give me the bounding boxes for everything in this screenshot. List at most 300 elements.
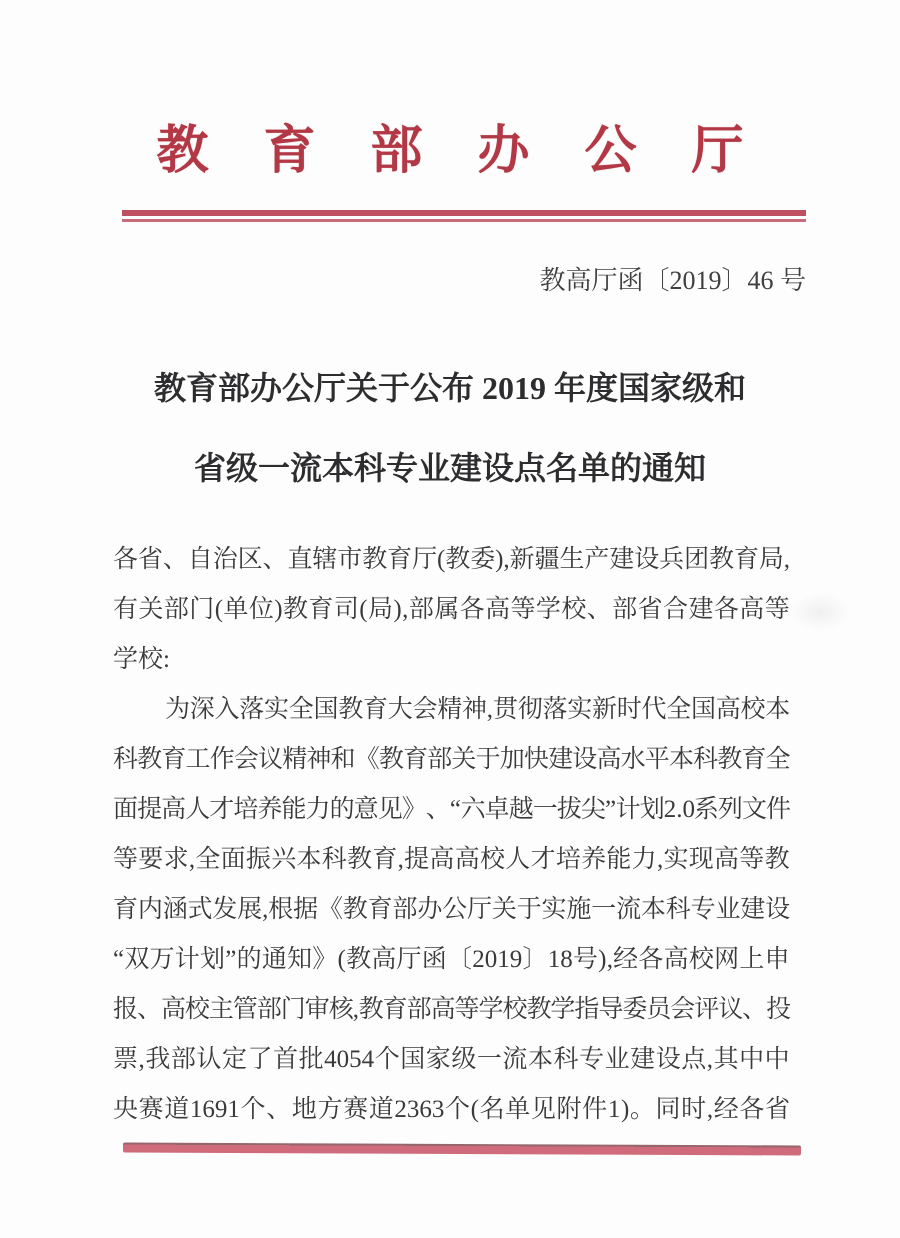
body-glyph: 育 [387, 546, 413, 573]
body-glyph: 赛 [138, 1096, 164, 1123]
body-glyph: 教 [709, 546, 735, 573]
body-glyph: 建 [630, 1046, 656, 1073]
body-glyph: 名 [479, 1096, 505, 1123]
body-glyph: 门 [189, 596, 215, 623]
body-glyph: 2363 [394, 1096, 445, 1123]
body-glyph: 等 [454, 996, 480, 1023]
body-glyph: 关 [491, 896, 517, 923]
body-glyph: 单 [223, 596, 249, 623]
body-glyph: 知 [287, 946, 313, 973]
body-glyph: , [402, 596, 409, 623]
body-glyph: 面 [220, 846, 246, 873]
body-glyph: 各 [459, 596, 485, 623]
body-glyph: 局 [368, 596, 394, 623]
body-glyph: 附 [556, 1096, 582, 1123]
body-glyph: 部 [163, 596, 189, 623]
body-glyph: 厅 [467, 896, 493, 923]
body-glyph: 本 [640, 896, 666, 923]
body-glyph: 公 [442, 896, 468, 923]
body-glyph: 科 [553, 1046, 579, 1073]
org-name: 教育部办公厅 [156, 123, 799, 180]
body-glyph: 新 [509, 546, 535, 573]
body-glyph: 本 [765, 696, 791, 723]
body-glyph: 核 [328, 996, 354, 1023]
body-glyph: 》 [312, 946, 338, 973]
body-glyph: 关 [451, 746, 477, 773]
body-glyph: 管 [232, 996, 258, 1023]
body-glyph: 1 [607, 1096, 621, 1123]
body-glyph: 内 [137, 896, 163, 923]
body-glyph: 神 [306, 746, 332, 773]
body-glyph: 学 [535, 596, 561, 623]
body-glyph: 教 [526, 996, 552, 1023]
body-glyph: 国 [400, 1046, 426, 1073]
body-glyph: 一 [532, 796, 558, 823]
body-glyph: 专 [579, 1046, 605, 1073]
body-glyph: ( [337, 946, 346, 973]
body-line-9 [113, 935, 790, 985]
doc-title-line-2: 省级一流本科专业建设点名单的通知 [193, 450, 706, 486]
body-glyph: 司 [333, 596, 359, 623]
body-glyph: 单 [505, 1096, 531, 1123]
body-glyph: 现 [688, 846, 714, 873]
body-glyph: 养 [581, 846, 607, 873]
body-glyph: 教 [283, 596, 309, 623]
body-glyph: 六 [460, 796, 486, 823]
body-glyph: , [783, 546, 791, 573]
body-glyph: “ [449, 796, 461, 823]
body-glyph: 育 [741, 746, 767, 773]
letterhead-double-rule [122, 210, 806, 222]
body-glyph: 、 [742, 996, 768, 1023]
body-glyph: 上 [739, 946, 765, 973]
body-glyph: 工 [185, 746, 211, 773]
body-glyph: 批 [298, 1046, 324, 1073]
body-glyph: 生 [559, 546, 585, 573]
body-glyph: 投 [766, 996, 792, 1023]
body-glyph: 认 [196, 1046, 222, 1073]
body-glyph: 辖 [312, 546, 338, 573]
body-glyph: ( [470, 1096, 479, 1123]
body-glyph: 位 [248, 596, 274, 623]
body-glyph: , [397, 846, 404, 873]
body-glyph: ) [598, 946, 607, 973]
body-glyph: 央 [113, 1096, 139, 1123]
body-glyph: 展 [237, 896, 263, 923]
body-glyph: 育 [363, 696, 389, 723]
doc-body [113, 535, 790, 1135]
body-glyph: ( [359, 596, 368, 623]
body-glyph: 4054 [324, 1046, 375, 1073]
body-glyph: 育 [382, 996, 408, 1023]
body-glyph: 文 [741, 796, 767, 823]
body-line-4 [113, 685, 790, 735]
body-glyph: 代 [641, 696, 667, 723]
body-glyph: 兵 [659, 546, 685, 573]
letterhead [0, 118, 900, 186]
body-glyph: 高 [161, 796, 187, 823]
body-glyph: 部 [256, 996, 282, 1023]
body-glyph: 其 [713, 1046, 739, 1073]
body-glyph: 票 [113, 1046, 139, 1073]
body-glyph: 国 [313, 696, 339, 723]
body-glyph: 高 [485, 596, 511, 623]
body-glyph: 涵 [162, 896, 188, 923]
body-glyph: , [706, 1096, 714, 1123]
body-glyph: 育 [372, 846, 398, 873]
body-glyph: 各 [638, 946, 664, 973]
doc-title [0, 348, 900, 508]
body-glyph: 教 [358, 996, 384, 1023]
body-line-12 [113, 1085, 790, 1135]
body-glyph: 家 [425, 1046, 451, 1073]
body-glyph: 育 [403, 746, 429, 773]
body-glyph: 个 [240, 1096, 266, 1123]
body-glyph: 高 [714, 846, 740, 873]
body-glyph: 方 [317, 1096, 343, 1123]
body-glyph: 高 [371, 946, 397, 973]
body-glyph: 本 [296, 846, 322, 873]
body-glyph: 新 [591, 696, 617, 723]
body-glyph: 省 [637, 596, 663, 623]
body-glyph: 件 [766, 796, 792, 823]
body-glyph: 各 [113, 546, 139, 573]
body-glyph: 、 [162, 546, 188, 573]
body-glyph: 见 [377, 796, 403, 823]
body-glyph: 建 [548, 746, 574, 773]
body-glyph: 《 [354, 746, 380, 773]
body-glyph: 一 [476, 1046, 502, 1073]
body-glyph: 科 [113, 746, 139, 773]
body-glyph: 议 [258, 746, 284, 773]
body-glyph: 一 [591, 896, 617, 923]
body-glyph: 各 [713, 596, 739, 623]
body-glyph: 意 [353, 796, 379, 823]
body-glyph: ” [225, 946, 237, 973]
body-glyph: 员 [646, 996, 672, 1023]
body-glyph: 本 [527, 1046, 553, 1073]
body-glyph: 申 [764, 946, 790, 973]
body-glyph: 教 [717, 746, 743, 773]
body-glyph: 〔 [447, 946, 473, 973]
body-line-8 [113, 885, 790, 935]
body-glyph: 会 [233, 746, 259, 773]
body-glyph: 、 [262, 546, 288, 573]
body-glyph: 号 [572, 946, 598, 973]
body-glyph: 能 [606, 846, 632, 873]
body-glyph: 为 [165, 696, 191, 723]
body-glyph: 时 [616, 696, 642, 723]
body-glyph: 育 [113, 896, 139, 923]
body-line-5 [113, 735, 790, 785]
body-glyph: 教 [362, 546, 388, 573]
body-glyph: 等 [113, 846, 139, 873]
doc-title-line-1: 教育部办公厅关于公布 2019 年度国家级和 [153, 370, 746, 406]
body-glyph: 学 [478, 996, 504, 1023]
body-glyph: 关 [138, 596, 164, 623]
body-glyph: 办 [417, 896, 443, 923]
body-glyph: 实 [663, 846, 689, 873]
body-glyph: 科 [321, 846, 347, 873]
body-glyph: 厅 [396, 946, 422, 973]
body-glyph: 发 [212, 896, 238, 923]
body-glyph: 指 [574, 996, 600, 1023]
body-glyph: 省 [137, 546, 163, 573]
body-glyph: 校 [561, 596, 587, 623]
body-glyph: 会 [670, 996, 696, 1023]
body-glyph: 神 [462, 696, 488, 723]
body-glyph: 建 [740, 896, 766, 923]
body-glyph: 计 [615, 796, 641, 823]
body-glyph: ( [436, 546, 446, 573]
bottom-page-rule [123, 1143, 801, 1156]
body-glyph: 和 [330, 746, 356, 773]
body-glyph: 、 [136, 996, 162, 1023]
body-glyph: “ [113, 946, 125, 973]
body-glyph: 精 [437, 696, 463, 723]
body-glyph: 校 [688, 946, 714, 973]
body-glyph: 部 [408, 596, 434, 623]
body-glyph: 部 [406, 996, 432, 1023]
body-glyph: 会 [412, 696, 438, 723]
body-glyph: 全 [666, 696, 692, 723]
body-glyph: 《 [317, 896, 343, 923]
body-glyph: 育 [367, 896, 393, 923]
body-glyph: 等 [510, 596, 536, 623]
body-glyph: 高 [160, 996, 186, 1023]
body-line-1 [113, 535, 790, 585]
body-glyph: 卓 [484, 796, 510, 823]
body-glyph: 育 [308, 596, 334, 623]
body-glyph: 才 [530, 846, 556, 873]
body-glyph: 了 [247, 1046, 273, 1073]
doc-number: 教高厅函〔2019〕46 号 [539, 266, 806, 295]
body-glyph: 平 [644, 746, 670, 773]
body-glyph: 高 [596, 746, 622, 773]
body-glyph: ) [495, 546, 504, 573]
body-glyph: 振 [245, 846, 271, 873]
body-glyph: , [262, 896, 269, 923]
body-glyph: 时 [681, 1096, 707, 1123]
body-glyph: , [656, 846, 664, 873]
body-glyph: 业 [715, 896, 741, 923]
body-line-3: 学校: [113, 646, 170, 673]
body-glyph: 尖 [580, 796, 606, 823]
body-glyph: 科 [693, 746, 719, 773]
body-glyph: 高 [454, 846, 480, 873]
body-glyph: 直 [287, 546, 313, 573]
body-glyph: 教 [445, 546, 471, 573]
body-glyph: 设 [765, 896, 791, 923]
body-glyph: 教 [764, 846, 790, 873]
body-glyph: 议 [718, 996, 744, 1023]
body-glyph: 快 [523, 746, 549, 773]
body-glyph: 育 [161, 746, 187, 773]
body-glyph: 学 [550, 996, 576, 1023]
body-glyph: 全 [195, 846, 221, 873]
body-glyph: 建 [609, 546, 635, 573]
body-glyph: 人 [185, 796, 211, 823]
body-glyph: 件 [582, 1096, 608, 1123]
body-glyph: 校 [502, 996, 528, 1023]
body-glyph: 教 [378, 746, 404, 773]
body-glyph: 道 [164, 1096, 190, 1123]
body-glyph: 系 [693, 796, 719, 823]
body-glyph: 通 [261, 946, 287, 973]
body-glyph: 划 [639, 796, 665, 823]
body-glyph: 全 [288, 696, 314, 723]
body-glyph: 个 [374, 1046, 400, 1073]
body-glyph: 经 [713, 1096, 739, 1123]
body-glyph: 教 [346, 946, 372, 973]
body-glyph: 〕 [522, 946, 548, 973]
body-glyph: , [706, 1046, 714, 1073]
body-glyph: 培 [233, 796, 259, 823]
body-glyph: , [503, 546, 510, 573]
body-glyph: 高 [715, 696, 741, 723]
body-glyph: 高 [739, 596, 765, 623]
body-glyph: 团 [684, 546, 710, 573]
body-glyph: 实 [567, 696, 593, 723]
body-glyph: 施 [566, 896, 592, 923]
body-glyph: ) [274, 596, 283, 623]
body-glyph: 个 [445, 1096, 471, 1123]
body-glyph: 我 [145, 1046, 171, 1073]
body-glyph: 见 [530, 1096, 556, 1123]
body-glyph: 培 [555, 846, 581, 873]
body-glyph: 报 [113, 996, 139, 1023]
body-line-2 [113, 585, 790, 635]
body-glyph: 建 [688, 596, 714, 623]
body-glyph: 养 [257, 796, 283, 823]
body-glyph: 水 [620, 746, 646, 773]
body-glyph: 等 [764, 596, 790, 623]
body-glyph: 经 [613, 946, 639, 973]
body-glyph: 中 [739, 1046, 765, 1073]
body-glyph: 校 [184, 996, 210, 1023]
body-glyph: 据 [293, 896, 319, 923]
body-glyph: 审 [304, 996, 330, 1023]
body-glyph: 于 [516, 896, 542, 923]
body-glyph: 教 [137, 746, 163, 773]
body-glyph: ) [393, 596, 402, 623]
body-glyph: 的 [329, 796, 355, 823]
body-glyph: 教 [338, 696, 364, 723]
body-glyph: 产 [584, 546, 610, 573]
body-glyph: 设 [634, 546, 660, 573]
body-glyph: 2019 [472, 946, 523, 973]
body-glyph: , [606, 946, 613, 973]
body-glyph: 深 [189, 696, 215, 723]
body-glyph: 治 [212, 546, 238, 573]
body-glyph: , [188, 846, 196, 873]
body-glyph: 疆 [534, 546, 560, 573]
body-glyph: 高 [663, 946, 689, 973]
scan-smudge [790, 592, 850, 632]
body-glyph: 级 [451, 1046, 477, 1073]
body-glyph: 委 [470, 546, 496, 573]
body-glyph: 全 [765, 746, 791, 773]
body-glyph: 地 [291, 1096, 317, 1123]
body-glyph: 同 [655, 1096, 681, 1123]
body-glyph: 力 [631, 846, 657, 873]
body-glyph: 精 [282, 746, 308, 773]
body-glyph: 部 [427, 746, 453, 773]
body-glyph: 能 [281, 796, 307, 823]
body-glyph: 力 [305, 796, 331, 823]
body-glyph: 1691 [189, 1096, 240, 1123]
body-glyph: 面 [113, 796, 139, 823]
body-glyph: 教 [347, 846, 373, 873]
body-glyph: 各 [739, 1096, 765, 1123]
body-glyph: 部 [392, 896, 418, 923]
body-glyph: 定 [221, 1046, 247, 1073]
body-glyph: 、 [266, 1096, 292, 1123]
body-glyph: 育 [733, 546, 759, 573]
body-glyph: 业 [604, 1046, 630, 1073]
body-glyph: 自 [187, 546, 213, 573]
body-glyph: 2.0 [663, 796, 695, 823]
body-glyph: 人 [505, 846, 531, 873]
body-glyph: 校 [740, 696, 766, 723]
body-glyph: 属 [434, 596, 460, 623]
body-glyph: 函 [421, 946, 447, 973]
body-glyph: 流 [502, 1046, 528, 1073]
body-glyph: 入 [214, 696, 240, 723]
body-glyph: 门 [280, 996, 306, 1023]
body-glyph: 计 [174, 946, 200, 973]
body-glyph: 要 [138, 846, 164, 873]
body-glyph: 大 [387, 696, 413, 723]
body-glyph: 落 [542, 696, 568, 723]
body-glyph: 区 [237, 546, 263, 573]
body-glyph: 越 [508, 796, 534, 823]
body-glyph: 部 [612, 596, 638, 623]
body-glyph: 流 [616, 896, 642, 923]
body-glyph: 》 [401, 796, 427, 823]
body-glyph: 提 [137, 796, 163, 823]
body-line-11 [113, 1035, 790, 1085]
body-glyph: 省 [764, 1096, 790, 1123]
body-glyph: 作 [209, 746, 235, 773]
body-glyph: 根 [268, 896, 294, 923]
body-glyph: 点 [681, 1046, 707, 1073]
body-glyph: 、 [425, 796, 451, 823]
body-glyph: 实 [541, 896, 567, 923]
body-glyph: 双 [124, 946, 150, 973]
body-glyph: 求 [163, 846, 189, 873]
body-glyph: ” [604, 796, 617, 823]
body-glyph: 赛 [343, 1096, 369, 1123]
body-glyph: 评 [694, 996, 720, 1023]
body-glyph: , [486, 696, 493, 723]
body-glyph: 厅 [412, 546, 438, 573]
body-glyph: 部 [170, 1046, 196, 1073]
body-glyph: 首 [273, 1046, 299, 1073]
body-glyph: 国 [690, 696, 716, 723]
body-glyph: 落 [239, 696, 265, 723]
body-glyph: 合 [663, 596, 689, 623]
body-glyph: 校 [479, 846, 505, 873]
body-glyph: ) [620, 1096, 630, 1123]
body-glyph: 科 [665, 896, 691, 923]
body-glyph: 高 [430, 996, 456, 1023]
body-glyph: 列 [717, 796, 743, 823]
body-glyph: 委 [622, 996, 648, 1023]
body-glyph: , [352, 996, 359, 1023]
body-glyph: 实 [264, 696, 290, 723]
body-glyph: 兴 [271, 846, 297, 873]
